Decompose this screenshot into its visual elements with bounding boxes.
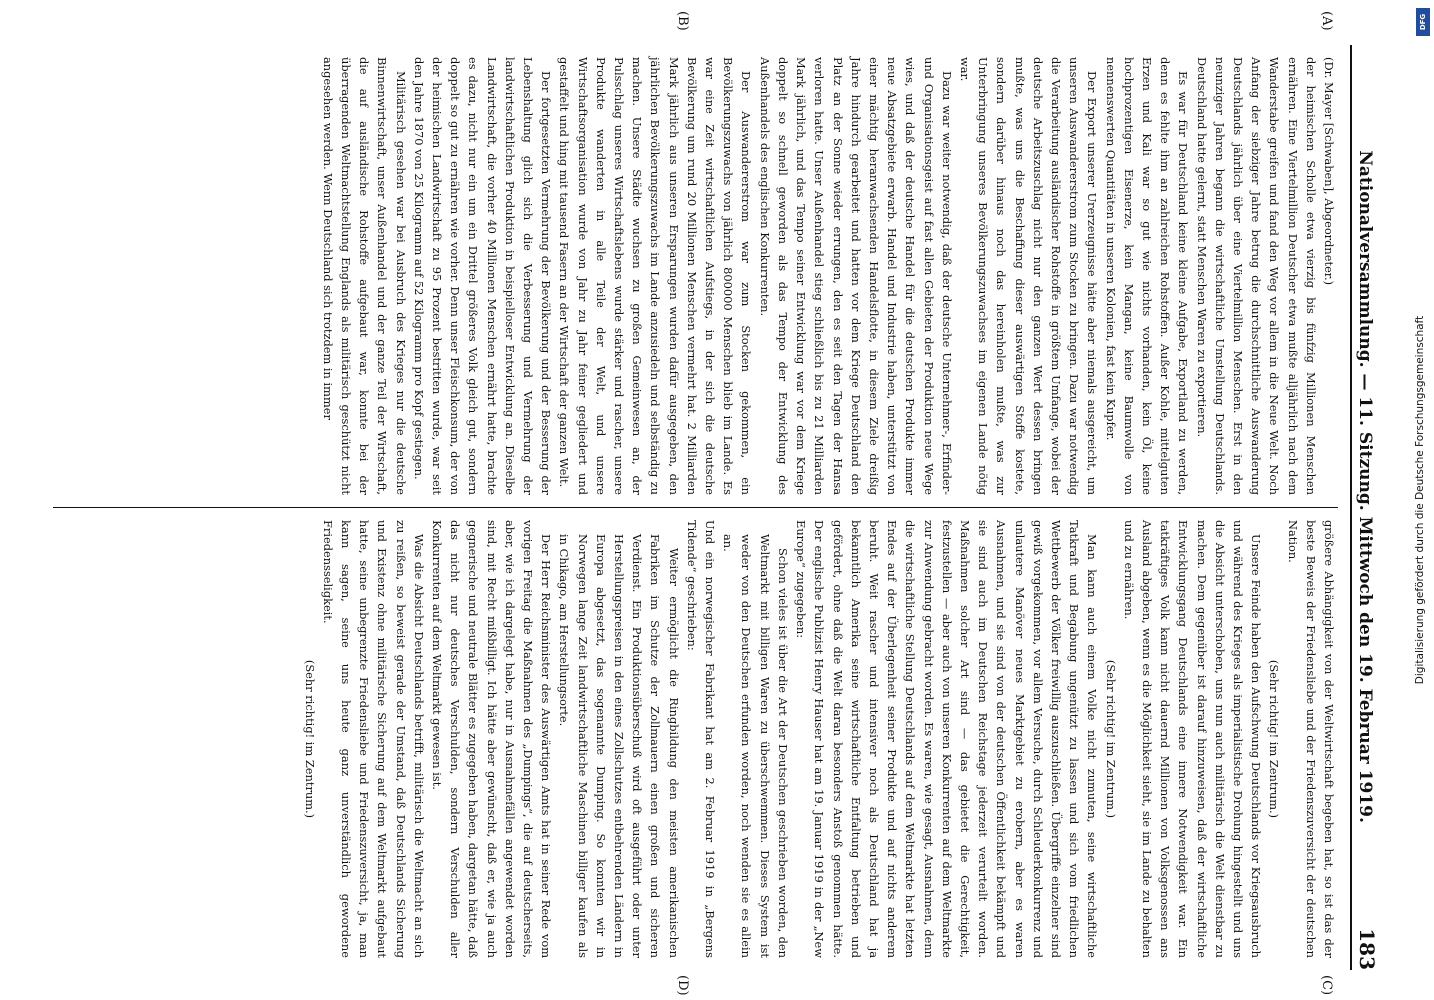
margin-marker-a: (A) bbox=[1319, 11, 1334, 31]
paragraph: größere Abhängigkeit von der Weltwirtschaft begeben hat, so ist das der beste Beweis der Friedensliebe und der Friedenszuversicht der deutschen Nation. bbox=[1285, 520, 1336, 958]
paragraph: Der fortgesetzten Vermehrung der Bevölkerung und der Besserung der Lebenshaltung glich sich die Verbesserung und Vermehrung der landwirtschaftlichen Produktion in beispielloser Entwicklung an. Dieselbe Landwirtschaft, die vorher 40 Millionen Menschen ernährt hatte, brachte es dazu, nicht nur ein um ein Drittel größeres Volk gleich gut, sondern doppelt so gut zu ernähren wie vorher. Denn unser Fleischkonsum, der von der heimischen Landwirtschaft zu 95 Prozent bestritten wurde, war seit den Jahre 1870 von 25 Kilogramm auf 52 Kilogramm pro Kopf gestiegen. bbox=[411, 57, 554, 495]
right-column bbox=[53, 507, 1338, 970]
paragraph: der heimischen Scholle etwa vierzig bis fünfzig Millionen Menschen ernähren. Eine Viertelmillion Deutscher etwa mußte alljährlich nach dem Wanderstabe greifen und fand den Weg vor allem in die Neue Welt. Noch Anfang der siebziger Jahre betrug die durchschnittliche Auswanderung Deutschlands jährlich über eine Viertelmillion Menschen. Erst in den neunziger Jahren begann die wirtschaftliche Umstellung Deutschlands. Deutschland hatte gelernt, statt Menschen Waren zu exportieren. bbox=[1194, 57, 1318, 495]
dfg-logo bbox=[1416, 8, 1430, 36]
paragraph: Militärisch gesehen war bei Ausbruch des Krieges nur die deutsche Binnenwirtschaft, unser Außenhandel und der ganze Teil der Wirtschaft, die auf ausländische Rohstoffe aufgebaut war, konnte bei der überragenden Weltmachtstellung Englands als militärisch geschützt nicht angesehen werden. Wenn Deutschland sich trotzdem in immer bbox=[320, 57, 408, 495]
quotation: Schon vieles ist über die Art der Deutschen geschrieben worden, den Weltmarkt mit billigen Waren zu überschwemmen. Dieses System ist weder von den Deutschen erfunden worden, noch wenden sie es allein an. bbox=[721, 534, 790, 958]
interjection: (Sehr richtig! im Zentrum.) bbox=[302, 659, 317, 819]
paragraph: Dazu war weiter notwendig, daß der deutsche Unternehmer-, Erfinder- und Organisationsgeist auf fast allen Gebieten der Produktion neue Wege wies, und daß der deutsche Handel für die deutschen Produkte immer neue Absatzgebiete erwarb. Handel und Industrie haben, unterstützt von einer mächtig heranwachsenden Handelsflotte, in diesem Ziele dreißig Jahre hindurch gearbeitet und hatten vor dem Kriege Deutschland den Platz an der Sonne wieder errungen, den es seit den Tagen der Hansa verloren hatte. Unser Außenhandel stieg schließlich bis zu 21 Milliarden Mark jährlich, und das Tempo seiner Entwicklung war vor dem Kriege doppelt so schnell geworden als das Tempo der Entwicklung des Außenhandels des englischen Konkurrenten. bbox=[757, 57, 954, 495]
rotated-newspaper-page bbox=[50, 11, 1390, 996]
interjection: (Sehr richtig! im Zentrum.) bbox=[1103, 659, 1118, 819]
paragraph: Der Auswandererstrom war zum Stocken gekommen, ein Bevölkerungszuwachs von jährlich 800000 Menschen blieb im Lande. Es war eine Zeit wirtschaftlichen Aufstiegs, in der sich die deutsche Bevölkerung um rund 20 Millionen Menschen vermehrt hat. 2 Milliarden Mark jährlich aus unseren Ersparungen wurden dafür ausgegeben, den jährlichen Bevölkerungszuwachs im Lande anzusiedeln und selbständig zu machen. Unsere Städte wuchsen zu großen Gemeinwesen an, der Pulsschlag unseres Wirtschaftslebens wurde stärker und rascher, unsere Produkte wanderten in alle Teile der Welt, und unsere Wirtschaftsorganisation wurde von Jahr zu Jahr feiner gegliedert und gestaffelt und hing mit tausend Fasern an der Wirtschaft der ganzen Welt. bbox=[557, 57, 754, 495]
interjection: (Sehr richtig! im Zentrum.) bbox=[1267, 659, 1282, 819]
left-column bbox=[53, 45, 1338, 507]
margin-marker-c: (C) bbox=[1319, 975, 1334, 996]
margin-marker-b: (B) bbox=[675, 11, 690, 31]
margin-marker-d: (D) bbox=[675, 975, 690, 996]
page-number: 183 bbox=[1355, 928, 1379, 970]
header-title: Nationalversammlung. — 11. Sitzung. Mittwoch den 19. Februar 1919. bbox=[1355, 150, 1375, 823]
paragraph: Es war für Deutschland keine kleine Aufgabe, Exportland zu werden, denn es fehlte ihm an zahlreichen Rohstoffen. Außer Kohle, mittelguten Erzen und Kali war so gut wie nichts vorhanden, kein Öl, keine hochprozentigen Eisenerze, kein Mangan, keine Baumwolle von nennenswerten Quantitäten in unseren Kolonien, fast kein Kupfer. bbox=[1103, 57, 1191, 495]
page-header bbox=[1350, 45, 1390, 970]
paragraph: Und ein norwegischer Fabrikant hat am 2. Februar 1919 in „Bergens Tidende“ geschrieben: bbox=[684, 520, 718, 958]
paragraph: Der Herr Reichsminister des Auswärtigen Amts hat in seiner Rede vom vorigen Freitag die Maßnahmen des „Dumpings“, die auf deutscherseits, aber, wie ich dargelegt habe, nur in Ausnahmefällen angewendet worden sind, mit Recht mißbilligt. Ich hätte aber gewünscht, daß er, wie ja auch gegnerische und neutrale Blätter es zugegeben haben, dargetan hätte, daß das nicht nur deutsches Verschulden, sondern Verschulden aller Konkurrenten auf dem Weltmarkt gewesen ist. bbox=[430, 520, 554, 958]
quotation: Weiter ermöglicht die Ringbildung den meisten amerikanischen Fabriken im Schutze der Zollmauern einen großen und sicheren Verdienst. Ein Produktionsüberschuß wird oft ausgeführt oder unter Herstellungspreisen in den eines Zollschutzes entbehrenden Ländern in Europa abgesetzt, das sogenannte Dumping. So konnten wir in Norwegen lange Zeit landwirtschaftliche Maschinen billiger kaufen als in Chikago, am Herstellungsorte. bbox=[557, 534, 681, 958]
digitization-credit-text: Digitalisierung gefördert durch die Deutsche Forschungsgemeinschaft bbox=[1414, 315, 1426, 685]
dfg-logo-text: DFG bbox=[1419, 13, 1427, 31]
speaker-line: (Dr. Mayer [Schwaben], Abgeordneter.) bbox=[1322, 57, 1336, 286]
paragraph: Der Export unserer Urerzeugnisse hätte aber niemals ausgereicht, um unseren Auswandererstrom zum Stocken zu bringen. Dazu war notwendig die Verarbeitung ausländischer Rohstoffe in größtem Umfange, wobei der deutsche Arbeitszuschlag nicht nur den ganzen Wert dessen bringen mußte, was uns die Beschaffung dieser auswärtigen Stoffe kostete, sondern darüber hinaus noch das hereinholen mußte, was zur Unterbringung unseres Bevölkerungszuwachses im eigenen Lande nötig war. bbox=[957, 57, 1100, 495]
digitization-credit bbox=[1410, 10, 1430, 990]
text-columns bbox=[53, 45, 1338, 970]
paragraph: Man kann auch einem Volke nicht zumuten, seine wirtschaftliche Tatkraft und Begabung ungenützt zu lassen und sich vom friedlichen Wettbewerb der Völker freiwillig auszuschließen. Übergriffe einzelner sind gewiß vorgekommen, vor allem Versuche, durch Schleuderkonkurrenz und unlautere Manöver neues Marktgebiet zu erobern, aber es waren Ausnahmen, und sie sind von der deutschen Öffentlichkeit bekämpft und sie sind auch im Deutschen Reichstage jederzeit verurteilt worden. Maßnahmen solcher Art sind — das gebietet die Gerechtigkeit, festzustellen — aber auch von unseren Konkurrenten auf dem Weltmarkte zur Anwendung gebracht worden. Es waren, wie gesagt, Ausnahmen, denn die wirtschaftliche Stellung Deutschlands auf dem Weltmarkte hat letzten Endes auf der Überlegenheit seiner Produkte und auf nichts anderem beruht. Weit rascher und intensiver noch als Deutschland hat ja bekanntlich Amerika seine wirtschaftliche Entfaltung betrieben und gefördert, ohne daß die Welt daran besonders Anstoß genommen hätte. Der englische Publizist Henry Hauser hat am 19. Januar 1919 in der „New Europe“ zugegeben: bbox=[794, 520, 1100, 958]
paragraph: Was die Absicht Deutschlands betrifft, militärisch die Weltmacht an sich zu reißen, so beweist gerade der Umstand, daß Deutschlands Sicherung und Existenz ohne militärische Sicherung auf dem Weltmarkt aufgebaut hatte, seine unbegrenzte Friedensliebe und Friedenszuversicht, ja, man kann sagen, seine uns heute ganz unverständlich gewordene Friedensseligkeit. bbox=[320, 520, 426, 958]
paragraph: Unsere Feinde haben den Aufschwung Deutschlands vor Kriegsausbruch und während des Krieges als imperialistische Drohung hingestellt und uns die Absicht unterschoben, uns nun auch militärisch die Welt dienstbar zu machen. Dem gegenüber ist darauf hinzuweisen, daß der wirtschaftliche Entwicklungsgang Deutschlands eine innere Notwendigkeit war. Ein tatkräftiges Volk kann nicht dauernd Millionen von Volksgenossen ans Ausland abgeben, wenn es die Möglichkeit sieht, sie im Lande zu behalten und zu ernähren. bbox=[1121, 520, 1264, 958]
